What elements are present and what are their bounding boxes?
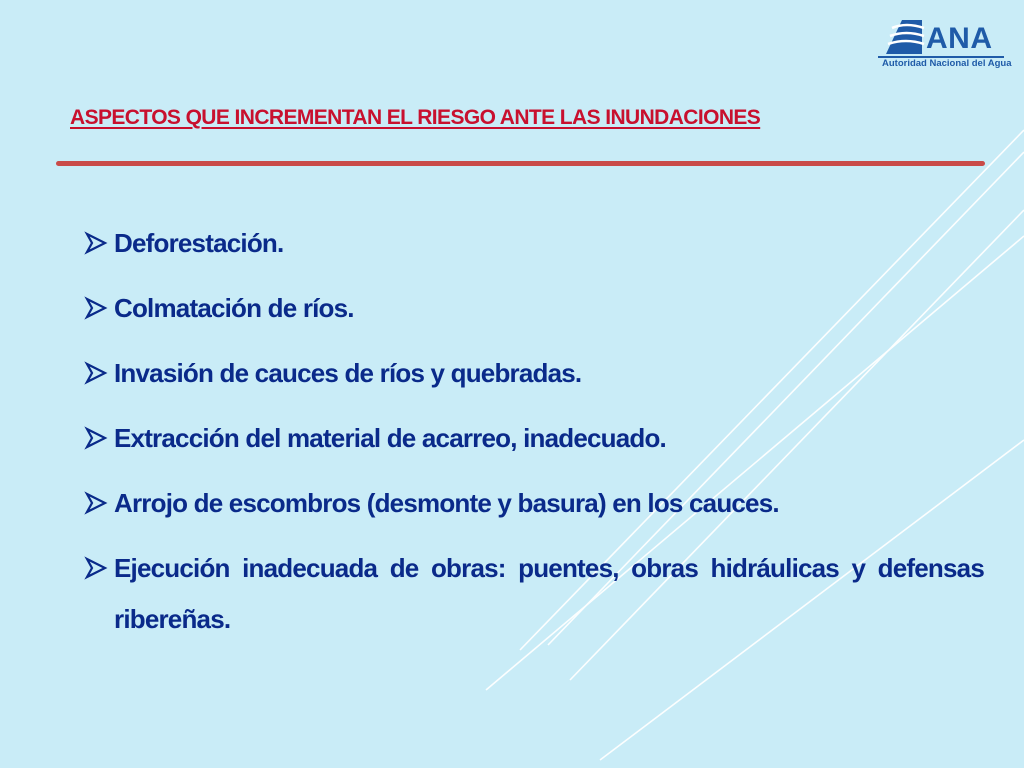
wave-logo-icon (882, 18, 926, 56)
arrow-bullet-icon (84, 426, 108, 450)
bullet-text: Ejecución inadecuada de obras: puentes, obras hidráulicas y defensas ribereñas. (114, 553, 984, 634)
arrow-bullet-icon (84, 491, 108, 515)
bullet-item (84, 218, 984, 269)
bullet-text: Deforestación. (114, 228, 284, 258)
arrow-bullet-icon (84, 296, 108, 320)
arrow-bullet-icon (84, 361, 108, 385)
bullet-item (84, 283, 984, 334)
bullet-text: Invasión de cauces de ríos y quebradas. (114, 358, 582, 388)
title-divider (56, 161, 985, 166)
bullet-text: Extracción del material de acarreo, inadecuado. (114, 423, 666, 453)
arrow-bullet-icon (84, 231, 108, 255)
bullet-item (84, 413, 984, 464)
arrow-bullet-icon (84, 556, 108, 580)
bullet-item (84, 478, 984, 529)
logo-subtitle: Autoridad Nacional del Agua (882, 58, 1012, 69)
bullet-item (84, 543, 984, 645)
bullet-text: Arrojo de escombros (desmonte y basura) en los cauces. (114, 488, 779, 518)
ana-logo (874, 14, 1014, 76)
logo-name: ANA (926, 22, 993, 55)
slide-title: ASPECTOS QUE INCREMENTAN EL RIESGO ANTE LAS INUNDACIONES (70, 106, 761, 129)
bullet-item (84, 348, 984, 399)
bullet-text: Colmatación de ríos. (114, 293, 354, 323)
bullet-list (84, 218, 984, 659)
